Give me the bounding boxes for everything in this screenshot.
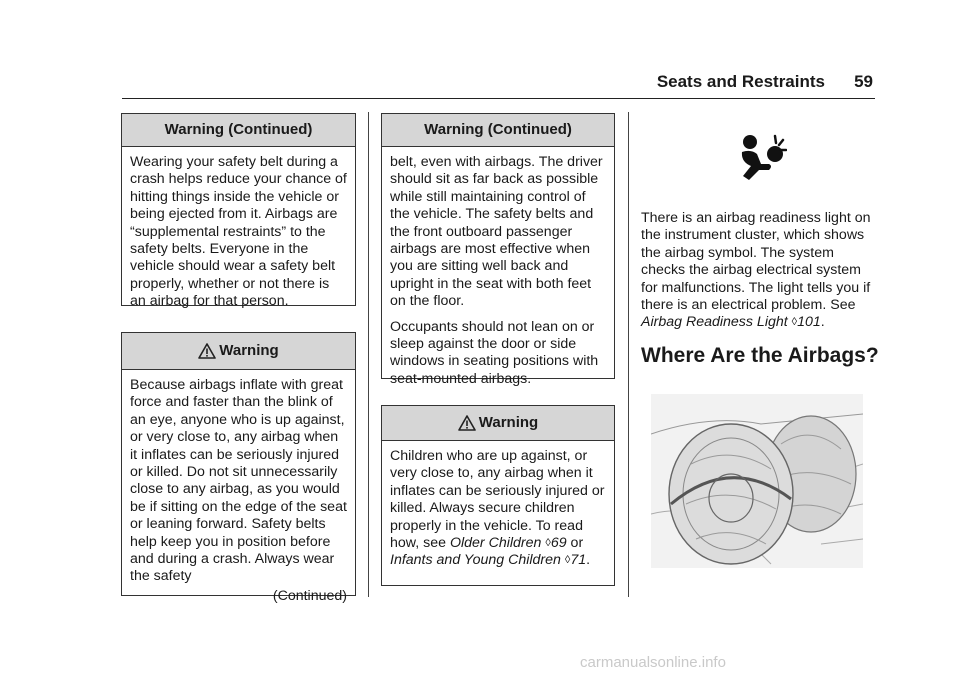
warning-box xyxy=(381,405,615,586)
warning-box-header xyxy=(382,406,614,441)
warning-box xyxy=(121,332,356,604)
column-divider xyxy=(368,112,369,597)
warning-box-text: Wearing your safety belt during a crash helps reduce your chance of hitting things inside the vehicle or being ejected from it. Airbags are “supplemental restraints” to the safety belts. Everyone in the vehicle should wear a safety belt properly, whether or not there is an airbag for that person. xyxy=(130,154,347,310)
page-ref[interactable]: 69 xyxy=(550,535,567,552)
page-reference-icon: ◊ xyxy=(545,537,551,550)
column-divider xyxy=(628,112,629,597)
section-title: Seats and Restraints xyxy=(656,72,825,91)
page-number: 59 xyxy=(854,72,873,91)
page-ref[interactable]: 101 xyxy=(797,314,821,331)
warning-triangle-icon xyxy=(458,415,476,431)
page-reference-icon: ◊ xyxy=(564,554,571,567)
watermark: carmanualsonline.info xyxy=(580,654,726,671)
warning-box-continued xyxy=(381,113,615,387)
warning-box-continued xyxy=(121,113,356,310)
cross-reference-older-children[interactable]: Older Children xyxy=(449,535,542,552)
airbag-readiness-icon xyxy=(735,130,787,182)
airbag-light-paragraph: There is an airbag readiness light on the instrument cluster, which shows the airbag symbol. The system checks the airbag electrical system for malfunctions. The light tells you if there is an electrical problem. See Airbag Readiness Light ◊101. xyxy=(641,210,871,331)
cross-reference-airbag-light[interactable]: Airbag Readiness Light xyxy=(641,314,788,331)
warning-box-title: Warning xyxy=(478,414,539,432)
warning-box-title: Warning (Continued) xyxy=(122,114,355,147)
warning-triangle-icon xyxy=(198,343,216,359)
warning-box-text: belt, even with airbags. The driver should sit as far back as possible while still maintaining control of the vehicle. The safety belts and the front outboard passenger airbags are most effective when you are sitting well back and upright in the seat with both feet on the floor. xyxy=(390,154,603,310)
warning-box-text: Because airbags inflate with great force and faster than the blink of an eye, anyone who is up against, or very close to, any airbag when it inflates can be seriously injured or killed. Do not sit unnecessarily close to any airbag, as you would be if sitting on the edge of the seat or leaning forward. Safety belts help keep you in position before and during a crash. Always wear the safety xyxy=(130,377,347,585)
page-reference-icon: ◊ xyxy=(791,316,798,329)
warning-box-title: Warning (Continued) xyxy=(382,114,614,147)
continued-label: (Continued) xyxy=(272,587,347,604)
page-header xyxy=(122,70,875,99)
warning-box-header xyxy=(122,333,355,370)
page-ref[interactable]: 71 xyxy=(570,552,587,569)
warning-box-text: Children who are up against, or very close to, any airbag when it inflates can be seriously injured or killed. Always secure children properly in the vehicle. To read how, see Older Children ◊69 or Infants and Young Children ◊71. xyxy=(390,448,605,569)
warning-box-title: Warning xyxy=(219,342,279,360)
airbag-location-illustration xyxy=(651,394,863,568)
cross-reference-infants[interactable]: Infants and Young Children xyxy=(390,552,561,569)
section-heading: Where Are the Airbags? xyxy=(641,344,879,367)
warning-box-text: Occupants should not lean on or sleep against the door or side windows in seating positions with seat-mounted airbags. xyxy=(390,318,599,387)
